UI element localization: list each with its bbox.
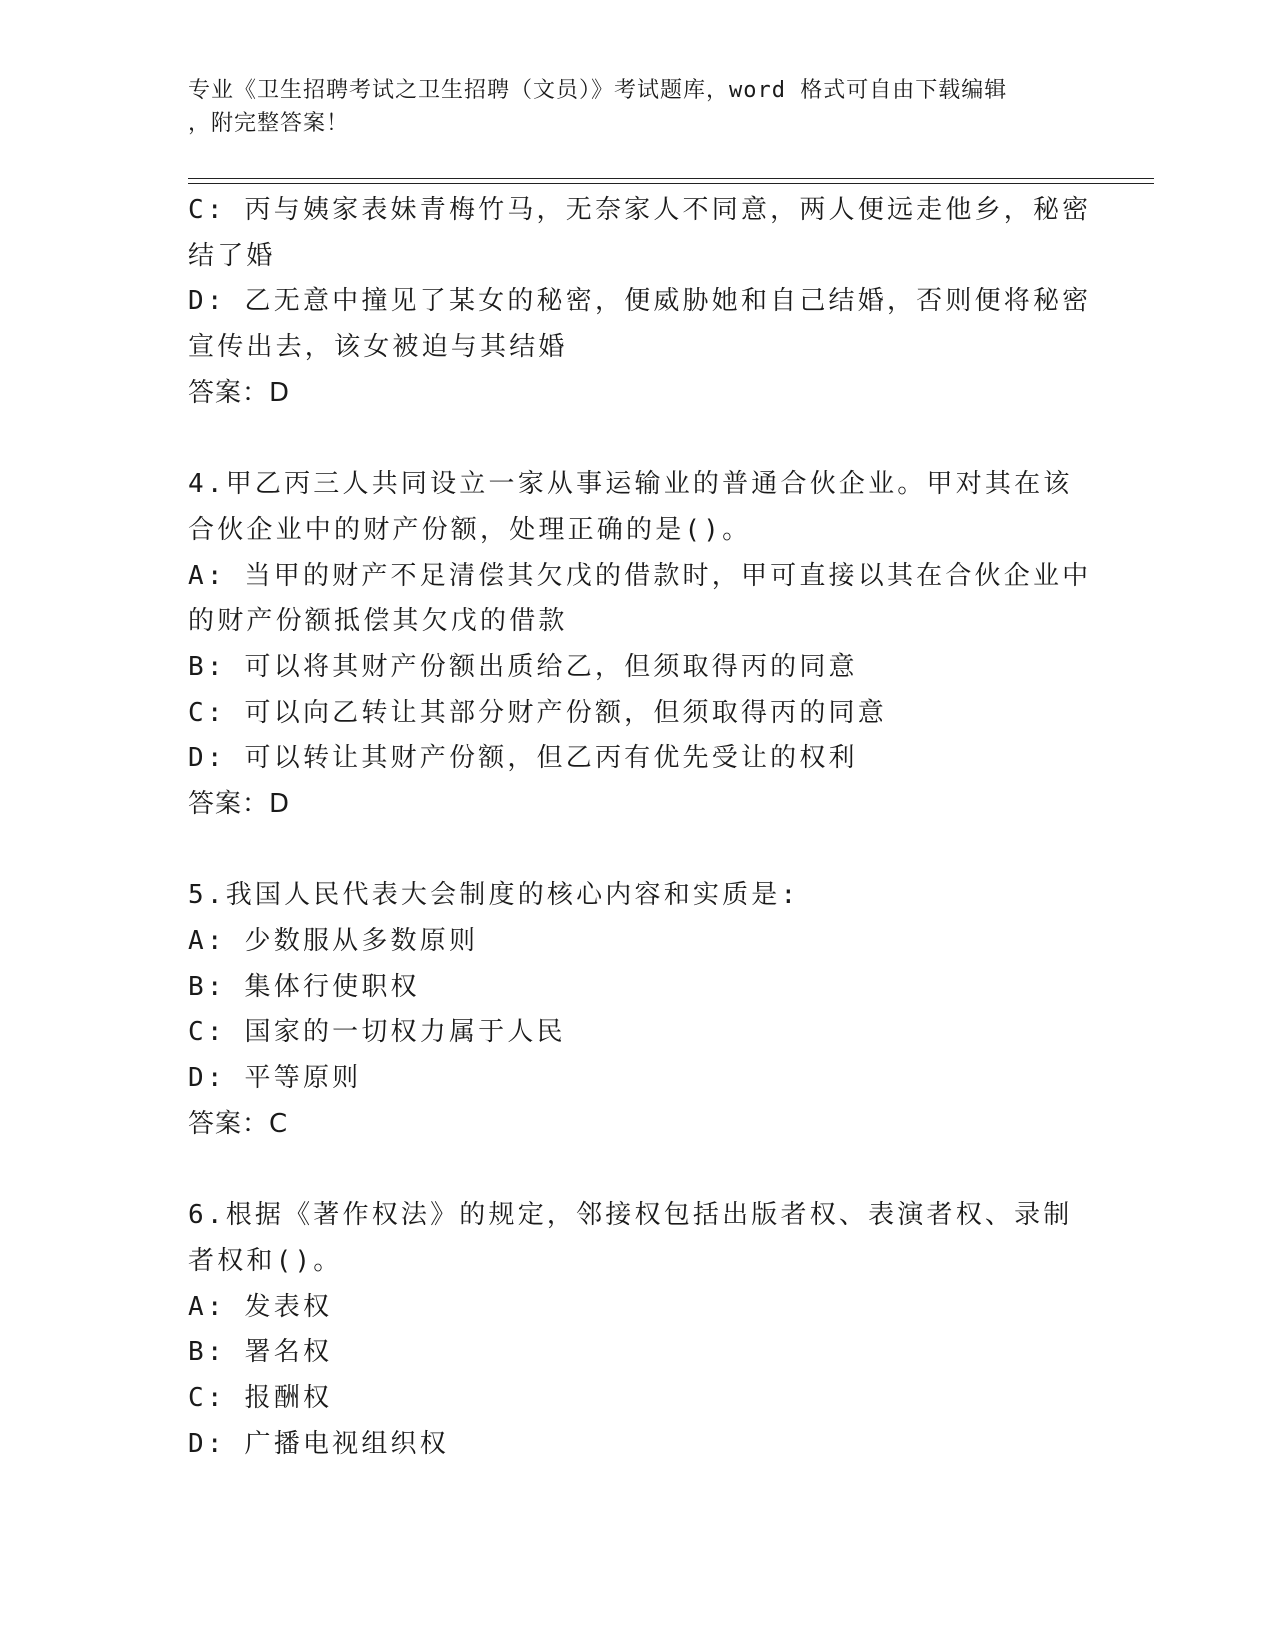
q4-question-line-2: 合伙企业中的财产份额，处理正确的是()。: [188, 514, 752, 545]
header-title-line-2: ，附完整答案！: [188, 111, 350, 136]
q5-answer: 答案：C: [188, 1108, 289, 1139]
header-divider-top: [188, 178, 1154, 179]
q3-answer: 答案：D: [188, 377, 291, 408]
question-3-continued: [188, 188, 1092, 416]
question-5: [188, 873, 1088, 1147]
q4-question-line-1: 4.甲乙丙三人共同设立一家从事运输业的普通合伙企业。甲对其在该: [188, 469, 1073, 500]
header-title-line-1: 专业《卫生招聘考试之卫生招聘（文员）》考试题库，word 格式可自由下载编辑: [188, 78, 1008, 103]
q3-option-c-line-2: 结了婚: [188, 240, 276, 271]
q6-question-line-2: 者权和()。: [188, 1245, 343, 1276]
spacer: [188, 1147, 1088, 1193]
header-divider-bottom: [188, 183, 1154, 184]
q6-question-line-1: 6.根据《著作权法》的规定，邻接权包括出版者权、表演者权、录制: [188, 1200, 1073, 1231]
document-header: [188, 74, 1088, 140]
spacer: [188, 828, 1088, 874]
q3-option-d-line-1: D: 乙无意中撞见了某女的秘密，便威胁她和自己结婚，否则便将秘密: [188, 286, 1092, 317]
q4-option-a-line-1: A: 当甲的财产不足清偿其欠戊的借款时，甲可直接以其在合伙企业中: [188, 560, 1092, 591]
q5-option-c: C: 国家的一切权力属于人民: [188, 1017, 566, 1048]
q4-option-a-line-2: 的财产份额抵偿其欠戊的借款: [188, 606, 568, 637]
q5-option-b: B: 集体行使职权: [188, 971, 420, 1002]
q4-answer: 答案：D: [188, 788, 291, 819]
q4-option-d: D: 可以转让其财产份额，但乙丙有优先受让的权利: [188, 743, 858, 774]
q6-option-c: C: 报酬权: [188, 1382, 333, 1413]
q5-option-a: A: 少数服从多数原则: [188, 926, 479, 956]
q5-question: 5.我国人民代表大会制度的核心内容和实质是:: [188, 880, 800, 911]
q5-option-d: D: 平等原则: [188, 1063, 362, 1094]
q6-option-d: D: 广播电视组织权: [188, 1428, 449, 1459]
spacer: [188, 416, 1088, 462]
q4-option-b: B: 可以将其财产份额出质给乙，但须取得丙的同意: [188, 651, 858, 682]
question-list: [188, 188, 1092, 1467]
q3-option-c-line-1: C: 丙与姨家表妹青梅竹马，无奈家人不同意，两人便远走他乡，秘密: [188, 195, 1092, 225]
q6-option-b: B: 署名权: [188, 1337, 333, 1368]
q4-option-c: C: 可以向乙转让其部分财产份额，但须取得丙的同意: [188, 697, 887, 728]
q6-option-a: A: 发表权: [188, 1291, 333, 1322]
q3-option-d-line-2: 宣传出去，该女被迫与其结婚: [188, 332, 568, 363]
question-6: [188, 1193, 1088, 1467]
question-4: [188, 462, 1092, 828]
